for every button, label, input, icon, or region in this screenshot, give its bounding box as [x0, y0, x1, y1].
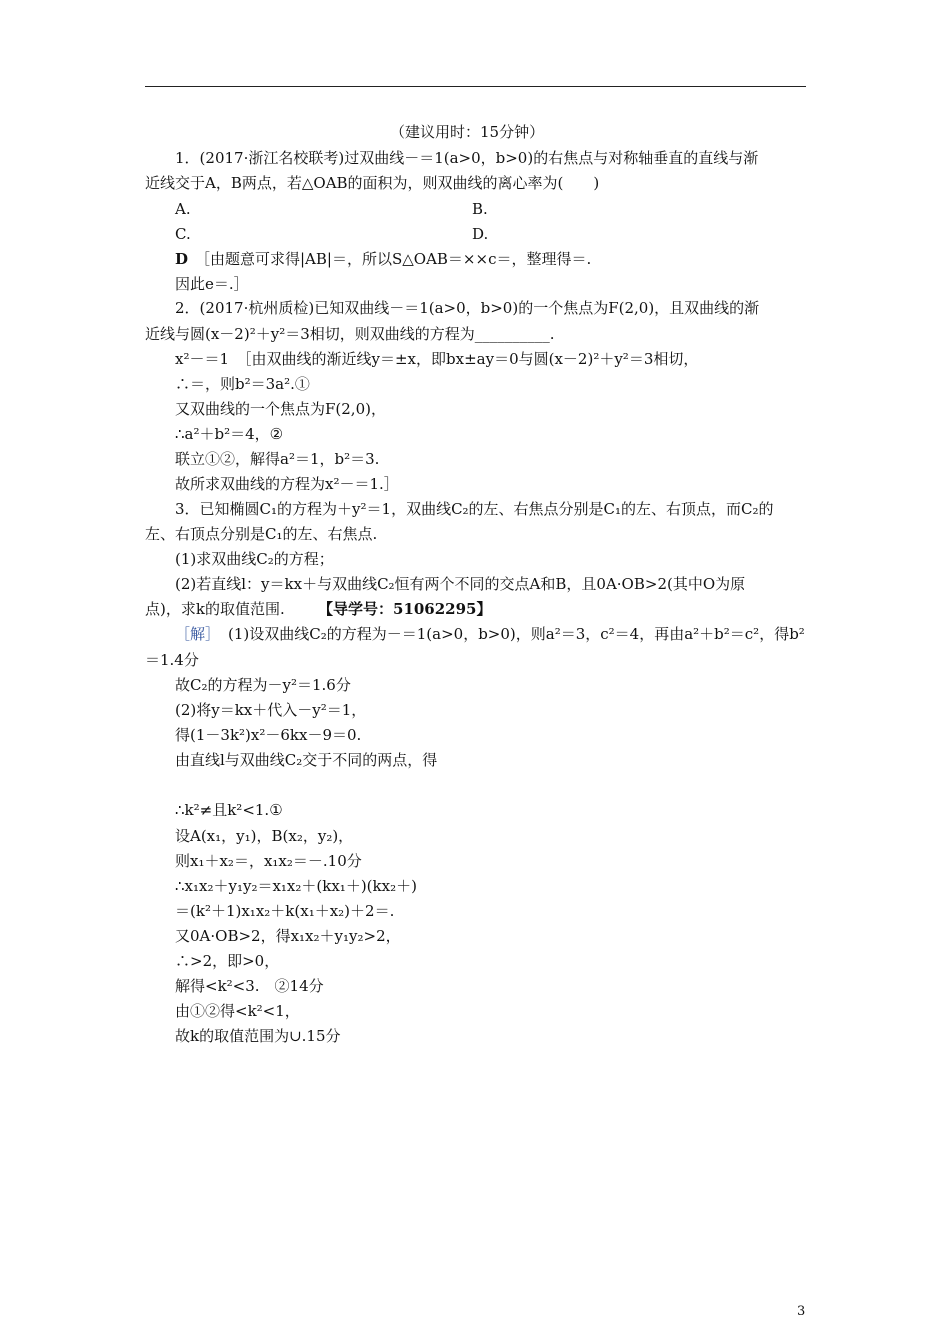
solution-line5: 由直线l与双曲线C₂交于不同的两点，得: [175, 751, 438, 769]
solution-line7: 设A(x₁，y₁)，B(x₂，y₂)，: [175, 827, 354, 845]
solution-line10: ＝(k²＋1)x₁x₂＋k(x₁＋x₂)＋2＝.: [175, 902, 395, 920]
solution-line14: 由①②得<k²<1，: [175, 1002, 300, 1020]
q2-solution-line4: ∴a²＋b²＝4，②: [175, 425, 284, 443]
solution-tag: ［解］: [175, 625, 221, 643]
q1-option-b: B.: [472, 200, 488, 218]
q2-solution-line1: x²－＝1 ［由双曲线的渐近线y＝±x，即bx±ay＝0与圆(x－2)²＋y²＝3相切，: [175, 350, 699, 368]
solution-line11: 又0A·OB>2，得x₁x₂＋y₁y₂>2，: [175, 927, 401, 945]
page-number: 3: [797, 1304, 806, 1319]
q3-part1: (1)求双曲线C₂的方程；: [175, 550, 334, 568]
q1-solution-line1: ［由题意可求得|AB|＝，所以S△OAB＝××c＝，整理得＝.: [195, 250, 592, 268]
q3-part2-line1: (2)若直线l：y＝kx＋与双曲线C₂恒有两个不同的交点A和B，且0A·OB>2(其中O为原: [175, 575, 746, 593]
solution-line4: 得(1－3k²)x²－6kx－9＝0.: [175, 726, 362, 744]
q1-answer: D: [175, 250, 189, 268]
q2-solution-line5: 联立①②，解得a²＝1，b²＝3.: [175, 450, 380, 468]
q1-option-d: D.: [472, 225, 489, 243]
solution-line15: 故k的取值范围为∪.15分: [175, 1027, 341, 1045]
solution-line2: 故C₂的方程为－y²＝1.6分: [175, 676, 351, 694]
solution-line9: ∴x₁x₂＋y₁y₂＝x₁x₂＋(kx₁＋)(kx₂＋): [175, 877, 417, 895]
q1-text-line2: 近线交于A，B两点，若△OAB的面积为，则双曲线的离心率为( ): [145, 174, 600, 192]
solution-line3: (2)将y＝kx＋代入－y²＝1，: [175, 701, 367, 719]
solution-line6: ∴k²≠且k²<1.①: [175, 801, 283, 819]
time-hint: （建议用时：15分钟）: [390, 123, 545, 141]
q3-text-line2: 左、右顶点分别是C₁的左、右焦点.: [145, 525, 378, 543]
solution-line1b: ＝1.4分: [145, 651, 199, 669]
q2-solution-line2: ∴＝，则b²＝3a².①: [175, 375, 310, 393]
q1-solution-line2: 因此e＝.］: [175, 275, 249, 293]
solution-line13: 解得<k²<3. ②14分: [175, 977, 324, 995]
solution-line8: 则x₁＋x₂＝，x₁x₂＝－.10分: [175, 852, 362, 870]
q3-part2-line2: 点)，求k的取值范围.: [145, 600, 285, 618]
q1-option-a: A.: [175, 200, 191, 218]
solution-line1a: (1)设双曲线C₂的方程为－＝1(a>0，b>0)，则a²＝3，c²＝4，再由a²＋b²＝c²，得b²: [228, 625, 805, 643]
q2-text-line1: 2．(2017·杭州质检)已知双曲线－＝1(a>0，b>0)的一个焦点为F(2,0)，且双曲线的渐: [175, 299, 760, 317]
q3-text-line1: 3．已知椭圆C₁的方程为＋y²＝1，双曲线C₂的左、右焦点分别是C₁的左、右顶点，而C₂的: [175, 500, 774, 518]
q3-guide-code: 【导学号：51062295】: [318, 600, 492, 618]
q2-solution-line6: 故所求双曲线的方程为x²－＝1.］: [175, 475, 399, 493]
q2-solution-line3: 又双曲线的一个焦点为F(2,0)，: [175, 400, 386, 418]
solution-line12: ∴>2，即>0，: [175, 952, 280, 970]
q1-option-c: C.: [175, 225, 191, 243]
q2-text-line2: 近线与圆(x－2)²＋y²＝3相切，则双曲线的方程为__________.: [145, 325, 555, 343]
header-rule: [145, 86, 806, 87]
q1-text-line1: 1．(2017·浙江名校联考)过双曲线－＝1(a>0，b>0)的右焦点与对称轴垂直的直线与渐: [175, 149, 759, 167]
